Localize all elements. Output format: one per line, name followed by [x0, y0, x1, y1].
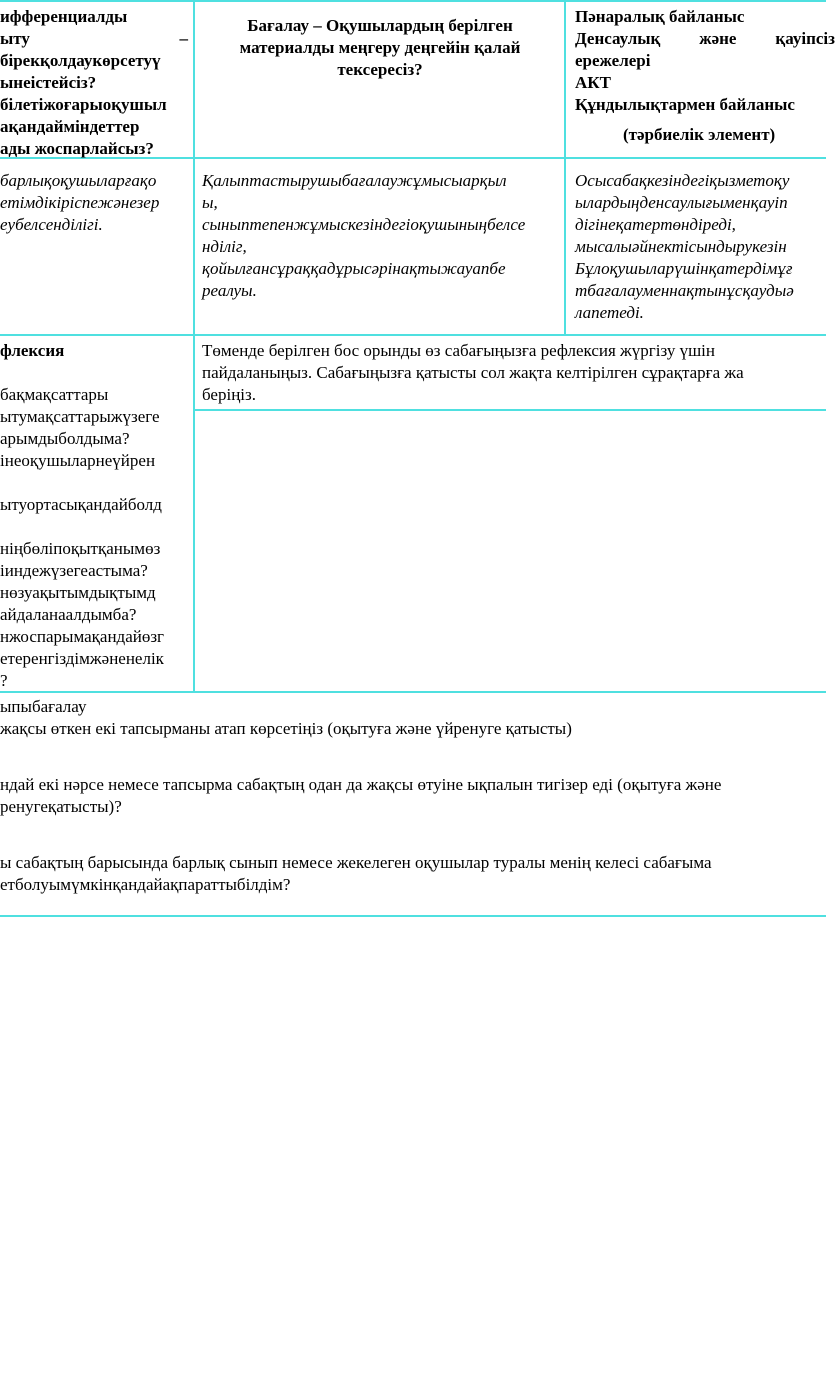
reflection-title: флексия: [0, 341, 65, 360]
header-word: және: [699, 29, 737, 48]
summary-line: [0, 840, 826, 852]
summary-line: ндай екі нәрсе немесе тапсырма сабақтың одан да жақсы өтуіне ықпалын тигізер еді (оқытуға және: [0, 775, 722, 794]
header-line: Пәнаралық байланыс: [575, 7, 745, 26]
header-line: бірекқолдаукөрсетуү: [0, 51, 161, 70]
table-border-top: [0, 0, 826, 2]
assessment-content-cell: [202, 170, 558, 302]
question-line: бақмақсаттары: [0, 385, 109, 404]
instruction-line: Төменде берілген бос орынды өз сабағыңызға рефлексия жүргізу үшін: [202, 341, 715, 360]
content-line: еубелсенділігі.: [0, 215, 103, 234]
content-line: лапетеді.: [575, 303, 644, 322]
content-line: мысалыәйнектісындырукезін: [575, 237, 787, 256]
question-line: ытуортасықандайболд: [0, 495, 162, 514]
header-line: ережелері: [575, 51, 651, 70]
summary-line: ыпыбағалау: [0, 697, 87, 716]
cross-curricular-content-cell: [575, 170, 825, 324]
content-line: етімдікіріспежәнезер: [0, 193, 160, 212]
instruction-line: беріңіз.: [202, 385, 256, 404]
content-line: реалуы.: [202, 281, 257, 300]
header-word: қауіпсіз: [775, 29, 835, 48]
question-line: [0, 362, 188, 384]
summary-evaluation-cell: [0, 696, 826, 896]
summary-line: етболуымүмкінқандайақпараттыбілдім?: [0, 875, 291, 894]
header-line: білетіжоғарыоқушыл: [0, 95, 167, 114]
content-line: Бұлоқушыларүшінқатердімұғ: [575, 259, 793, 278]
header-line: ақандайміндеттер: [0, 117, 140, 136]
content-line: ндiлiг,: [202, 237, 247, 256]
question-line: іиндежүзегеастыма?: [0, 561, 148, 580]
question-line: [0, 516, 188, 538]
reflection-questions-cell: [0, 340, 188, 692]
summary-line: ренугеқатысты)?: [0, 797, 122, 816]
question-line: арымдыболдыма?: [0, 429, 130, 448]
question-line: айдаланаалдымба?: [0, 605, 137, 624]
summary-line: [0, 818, 826, 840]
summary-line: жақсы өткен екі тапсырманы атап көрсетіңіз (оқытуға және үйренуге қатысты): [0, 719, 572, 738]
summary-line: [0, 762, 826, 774]
header-line: Құндылықтармен байланыс: [575, 95, 795, 114]
header-word: ыту: [0, 29, 30, 48]
question-line: інеоқушыларнеүйрен: [0, 451, 156, 470]
summary-line: ы сабақтың барысында барлық сынып немесе жекелеген оқушылар туралы менің келесі сабағыма: [0, 853, 712, 872]
table-border-row2: [0, 334, 826, 336]
header-line: тексересіз?: [337, 60, 423, 79]
question-line: ніңбөліпоқытқанымөз: [0, 539, 161, 558]
header-line: ынеістейсіз?: [0, 73, 97, 92]
question-line: етеренгіздімжәненелік: [0, 649, 164, 668]
header-line: материалды меңгеру деңгейін қалай: [239, 38, 521, 57]
question-line: ?: [0, 671, 8, 690]
cross-curricular-header-cell: [575, 6, 835, 146]
content-line: ы,: [202, 193, 218, 212]
differentiation-content-cell: [0, 170, 188, 236]
content-line: ылардыңденсаулығыменқауіп: [575, 193, 788, 212]
assessment-header-cell: [202, 15, 558, 81]
content-line: дігінеқатертөндіреді,: [575, 215, 736, 234]
differentiation-header-cell: [0, 6, 188, 160]
header-line: АКТ: [575, 73, 611, 92]
header-line: ады жоспарлайсыз?: [0, 139, 154, 158]
header-line: (тәрбиелік элемент): [623, 125, 776, 144]
header-line: [575, 28, 835, 50]
instruction-line: пайдаланыңыз. Сабағыңызға қатысты сол жақта келтірілген сұрақтарға жа: [202, 363, 744, 382]
question-line: нөзуақытымдықтымд: [0, 583, 156, 602]
content-line: Қалыптастырушыбағалаужұмысыарқыл: [202, 171, 507, 190]
summary-line: [0, 740, 826, 762]
content-line: Осысабақкезіндегіқызметоқу: [575, 171, 790, 190]
header-line: Бағалау – Оқушылардың берілген: [247, 16, 513, 35]
content-line: сыныптепенжұмыскезіндегіоқушыныңбелсе: [202, 215, 526, 234]
question-line: ытумақсаттарыжүзеге: [0, 407, 160, 426]
content-line: тбағалауменнақтынұсқаудыә: [575, 281, 794, 300]
header-line: [0, 28, 188, 50]
reflection-instructions-cell: [202, 340, 822, 406]
question-line: нжоспарымақандайөзг: [0, 627, 165, 646]
content-line: барлықоқушыларғақо: [0, 171, 157, 190]
table-border-col2: [564, 0, 566, 336]
header-line: ифференциалды: [0, 7, 128, 26]
reflection-answer-area[interactable]: [195, 411, 826, 691]
header-word: Денсаулық: [575, 29, 661, 48]
table-border-bottom: [0, 915, 826, 917]
header-word: –: [179, 29, 188, 48]
content-line: қойылғансұраққадұрысәрінақтыжауапбе: [202, 259, 506, 278]
question-line: [0, 472, 188, 494]
